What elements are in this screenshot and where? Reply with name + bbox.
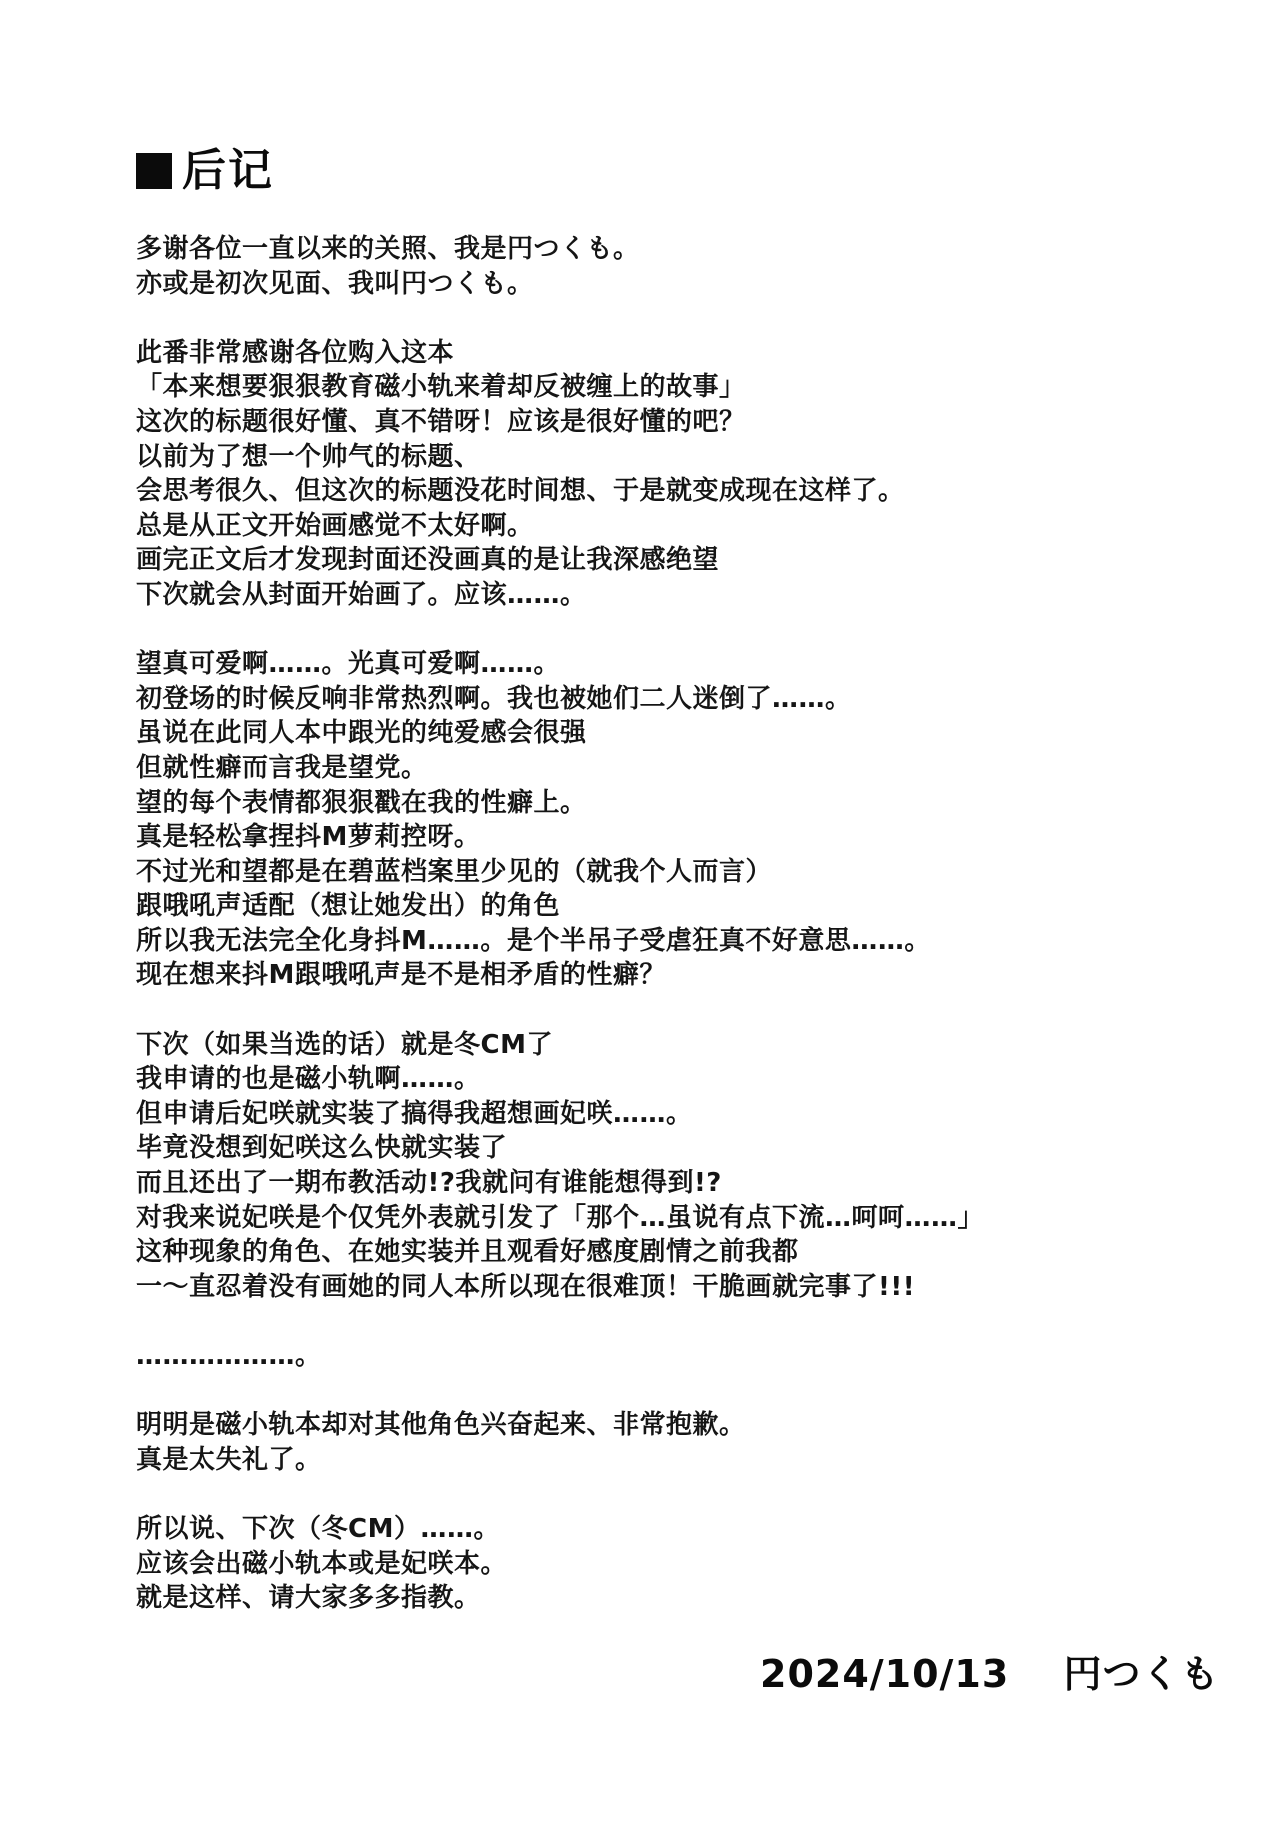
text-line: 初登场的时候反响非常热烈啊。我也被她们二人迷倒了……。 [136, 683, 852, 714]
text-line: 应该会出磁小轨本或是妃咲本。 [136, 1548, 508, 1579]
signature [760, 1650, 1220, 1698]
afterword-title: 后记 [182, 145, 274, 196]
text-line: 对我来说妃咲是个仅凭外表就引发了「那个…虽说有点下流…呵呵……」 [136, 1202, 985, 1233]
text-line: 跟哦吼声适配（想让她发出）的角色 [136, 891, 561, 922]
afterword-heading [136, 143, 274, 199]
text-line: 真是轻松拿捏抖M萝莉控呀。 [136, 822, 481, 853]
signature-date: 2024/10/13 [760, 1652, 1010, 1696]
text-line: 不过光和望都是在碧蓝档案里少见的（就我个人而言） [136, 856, 773, 887]
text-line: ………………。 [136, 1341, 322, 1371]
text-line: 这种现象的角色、在她实装并且观看好感度剧情之前我都 [136, 1237, 799, 1268]
text-line: 望真可爱啊……。光真可爱啊……。 [136, 649, 561, 680]
text-line: 亦或是初次见面、我叫円つくも。 [136, 268, 534, 299]
text-line: 多谢各位一直以来的关照、我是円つくも。 [136, 234, 640, 264]
text-line: 所以我无法完全化身抖M……。是个半吊子受虐狂真不好意思……。 [136, 925, 931, 956]
text-line: 会思考很久、但这次的标题没花时间想、于是就变成现在这样了。 [136, 476, 905, 507]
text-line: 我申请的也是磁小轨啊……。 [136, 1064, 481, 1095]
text-line: 以前为了想一个帅气的标题、 [136, 441, 481, 472]
text-line: 此番非常感谢各位购入这本 [136, 337, 455, 368]
text-line: 但申请后妃咲就实装了搞得我超想画妃咲……。 [136, 1098, 693, 1129]
text-line: 毕竟没想到妃咲这么快就实装了 [136, 1133, 508, 1164]
text-line: 真是太失礼了。 [136, 1444, 322, 1475]
paragraph-gap [136, 301, 1176, 336]
text-line: 所以说、下次（冬CM）……。 [136, 1513, 500, 1544]
text-line: 现在想来抖M跟哦吼声是不是相矛盾的性癖？ [136, 960, 666, 991]
text-line: 就是这样、请大家多多指教。 [136, 1583, 481, 1614]
paragraph-gap [136, 613, 1176, 648]
text-line: 但就性癖而言我是望党。 [136, 752, 428, 783]
square-bullet-icon [136, 153, 172, 189]
paragraph-gap [136, 1477, 1176, 1512]
text-line: 下次（如果当选的话）就是冬CM了 [136, 1029, 553, 1060]
text-line: 下次就会从封面开始画了。应该……。 [136, 579, 587, 610]
text-line: 明明是磁小轨本却对其他角色兴奋起来、非常抱歉。 [136, 1410, 746, 1441]
paragraph-gap [136, 993, 1176, 1028]
text-line: 望的每个表情都狠狠戳在我的性癖上。 [136, 787, 587, 818]
text-line: 虽说在此同人本中跟光的纯爱感会很强 [136, 718, 587, 749]
signature-author: 円つくも [1063, 1652, 1220, 1696]
text-line: 一〜直忍着没有画她的同人本所以现在很难顶！干脆画就完事了!!! [136, 1271, 916, 1302]
text-line: 而且还出了一期布教活动!?我就问有谁能想得到!? [136, 1168, 722, 1199]
text-line: 这次的标题很好懂、真不错呀！应该是很好懂的吧？ [136, 406, 746, 437]
paragraph-gap [136, 1304, 1176, 1339]
text-line: 「本来想要狠狠教育磁小轨来着却反被缠上的故事」 [136, 372, 746, 403]
afterword-body [136, 232, 1176, 1616]
paragraph-gap [136, 1374, 1176, 1409]
text-line: 总是从正文开始画感觉不太好啊。 [136, 510, 534, 541]
text-line: 画完正文后才发现封面还没画真的是让我深感绝望 [136, 545, 720, 576]
